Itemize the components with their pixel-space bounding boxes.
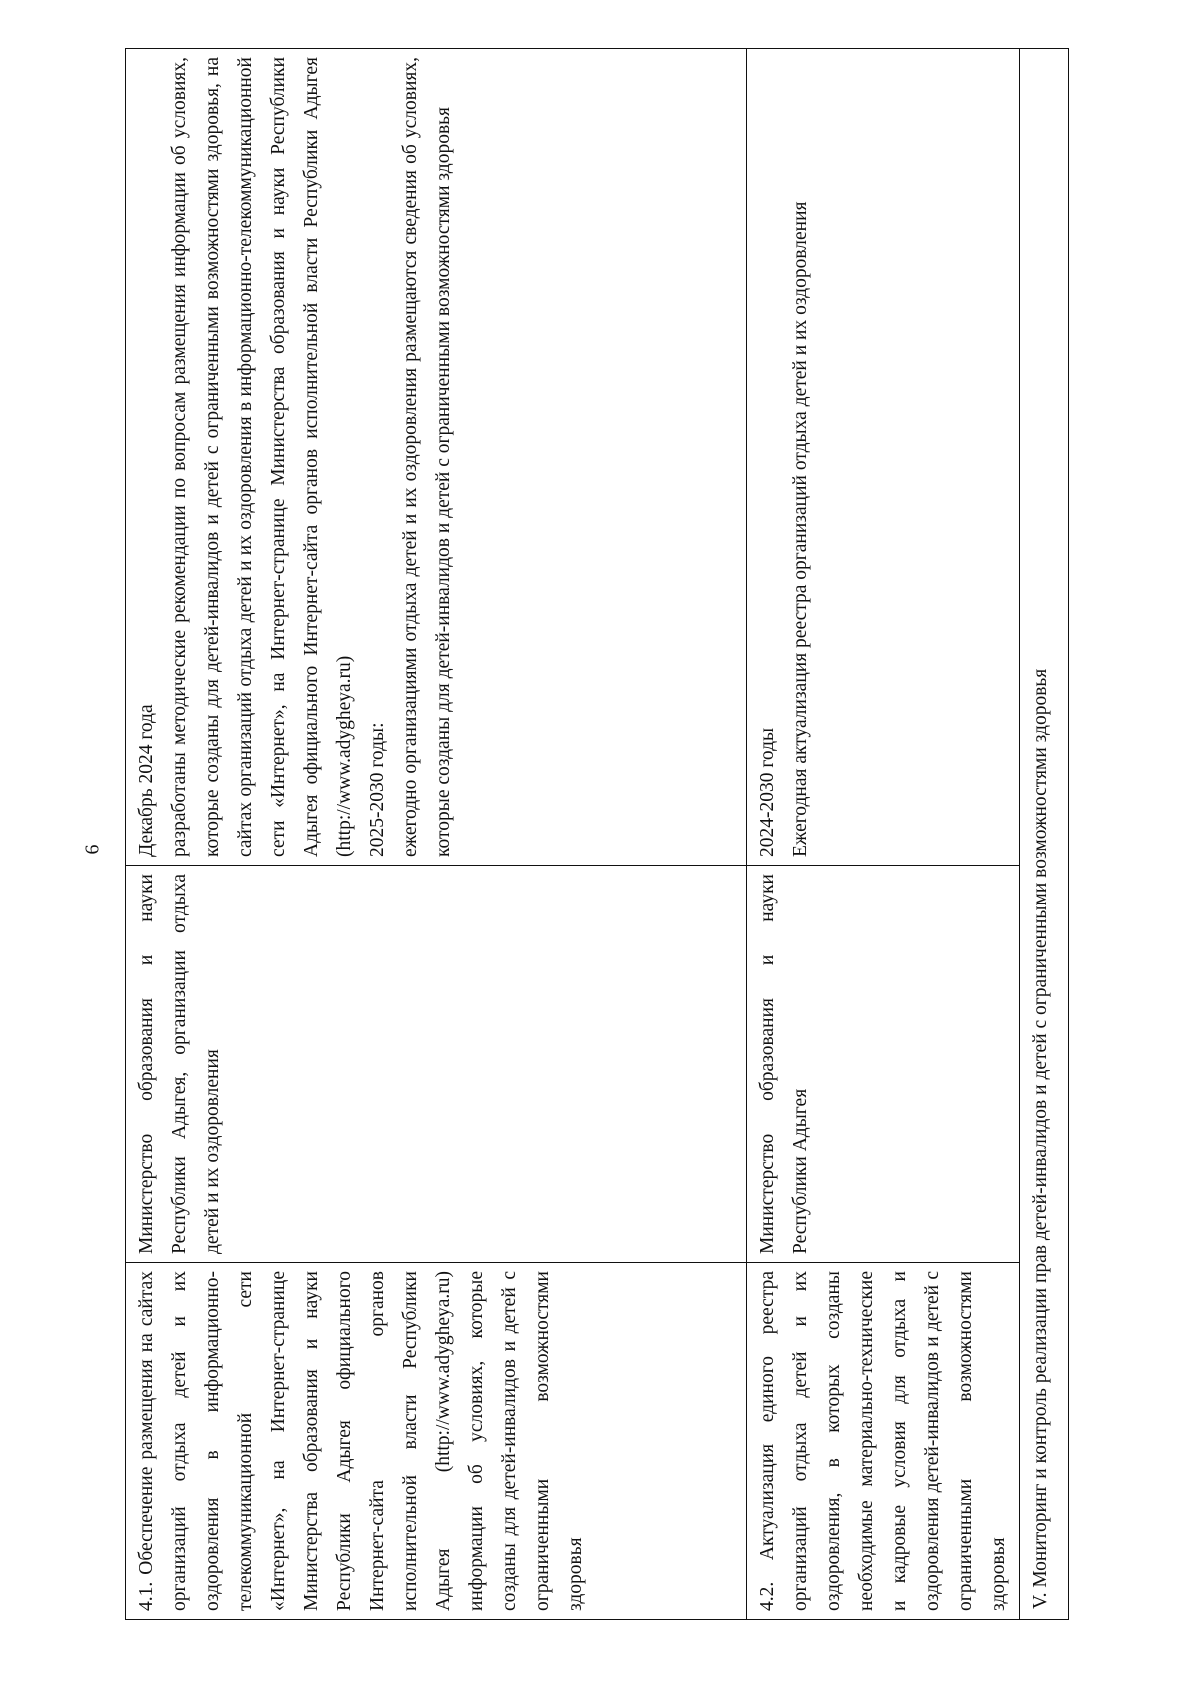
section-row	[1020, 49, 1069, 1620]
result-period: 2025-2030 годы:	[367, 722, 388, 857]
result-text: Ежегодная актуализация реестра организаций отдыха детей и их оздоровления	[790, 201, 811, 857]
executor-cell: Министерство образования и науки Республики Адыгея	[747, 866, 1020, 1263]
page-number: 6	[81, 844, 104, 855]
result-cell	[747, 49, 1020, 866]
section-title: V. Мониторинг и контроль реализации прав детей-инвалидов и детей с ограниченными возможностями здоровья	[1020, 49, 1069, 1620]
table-row	[126, 49, 747, 1620]
executor-cell: Министерство образования и науки Республики Адыгея, организации отдыха детей и их оздоровления	[126, 866, 747, 1263]
result-period: 2024-2030 годы	[757, 727, 778, 857]
measure-cell: 4.2. Актуализация единого реестра организаций отдыха детей и их оздоровления, в которых созданы необходимые материально-технические и кадровые условия для отдыха и оздоровления детей-инвалидов и детей с ограниченными возможностями здоровья	[747, 1263, 1020, 1620]
result-text: ежегодно организациями отдыха детей и их оздоровления размещаются сведения об условиях, которые созданы для детей-инвалидов и детей с ограниченными возможностями здоровья	[400, 57, 454, 857]
result-cell	[126, 49, 747, 866]
result-period: Декабрь 2024 года	[136, 704, 157, 857]
table-row	[747, 49, 1020, 1620]
rotated-table-container	[125, 57, 1051, 1620]
measure-cell: 4.1. Обеспечение размещения на сайтах организаций отдыха детей и их оздоровления в информационно-телекоммуникационной сети «Интернет», на Интернет-странице Министерства образования и науки Республики Адыгея официального Интернет-сайта органов исполнительной власти Республики Адыгея (http://www.adygheya.ru) информации об условиях, которые созданы для детей-инвалидов и детей с ограниченными возможностями здоровья	[126, 1263, 747, 1620]
measures-table	[125, 48, 1069, 1620]
result-text: разработаны методические рекомендации по вопросам размещения информации об условиях, которые созданы для детей-инвалидов и детей с ограниченными возможностями здоровья, на сайтах организаций отдыха детей и их оздоровления в информационно-телекоммуникационной сети «Интернет», на Интернет-странице Министерства образования и науки Республики Адыгея официального Интернет-сайта органов исполнительной власти Республики Адыгея (http://www.adygheya.ru)	[169, 57, 355, 857]
